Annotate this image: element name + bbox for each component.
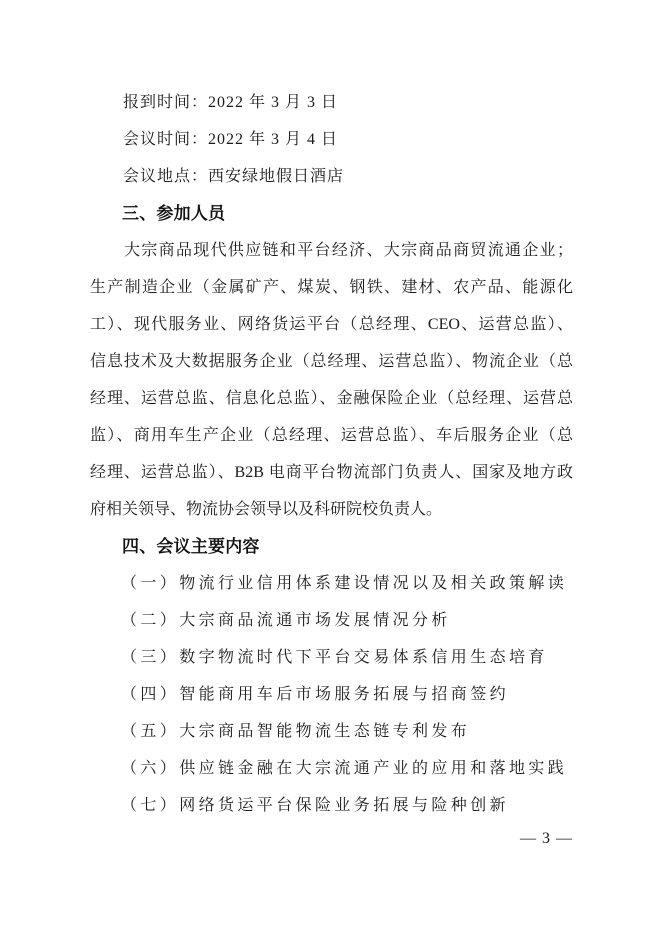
agenda-item-2: （二）大宗商品流通市场发展情况分析 — [121, 612, 451, 629]
meeting-venue-line: 会议地点：西安绿地假日酒店 — [123, 168, 345, 185]
participants-paragraph-line-4: 信息技术及大数据服务企业（总经理、运营总监）、物流企业（总 — [90, 353, 573, 370]
participants-paragraph-line-1: 大宗商品现代供应链和平台经济、大宗商品商贸流通企业； — [124, 242, 573, 259]
participants-paragraph-line-6: 监）、商用车生产企业（总经理、运营总监）、车后服务企业（总 — [90, 427, 573, 444]
participants-paragraph-line-5: 经理、运营总监、信息化总监）、金融保险企业（总经理、运营总 — [90, 390, 573, 407]
agenda-item-6: （六）供应链金融在大宗流通产业的应用和落地实践 — [121, 760, 568, 777]
agenda-item-4: （四）智能商用车后市场服务拓展与招商签约 — [121, 686, 510, 703]
registration-time-line: 报到时间：2022 年 3 月 3 日 — [123, 94, 339, 111]
participants-paragraph-line-3: 工）、现代服务业、网络货运平台（总经理、CEO、运营总监）、 — [90, 316, 573, 333]
participants-paragraph-line-8: 府相关领导、物流协会领导以及科研院校负责人。 — [90, 501, 443, 518]
document-content — [90, 84, 573, 824]
section-3-heading: 三、参加人员 — [122, 204, 226, 223]
section-4-heading: 四、会议主要内容 — [122, 537, 260, 556]
meeting-time-line: 会议时间：2022 年 3 月 4 日 — [123, 131, 339, 148]
participants-paragraph-line-2: 生产制造企业（金属矿产、煤炭、钢铁、建材、农产品、能源化 — [90, 279, 573, 296]
agenda-item-3: （三）数字物流时代下平台交易体系信用生态培育 — [121, 649, 548, 666]
agenda-item-1: （一）物流行业信用体系建设情况以及相关政策解读 — [121, 575, 568, 592]
agenda-item-7: （七）网络货运平台保险业务拓展与险种创新 — [121, 797, 510, 814]
agenda-item-5: （五）大宗商品智能物流生态链专利发布 — [121, 723, 471, 740]
participants-paragraph-line-7: 经理、运营总监）、B2B 电商平台物流部门负责人、国家及地方政 — [90, 464, 573, 481]
page-number: — 3 — — [520, 830, 573, 847]
